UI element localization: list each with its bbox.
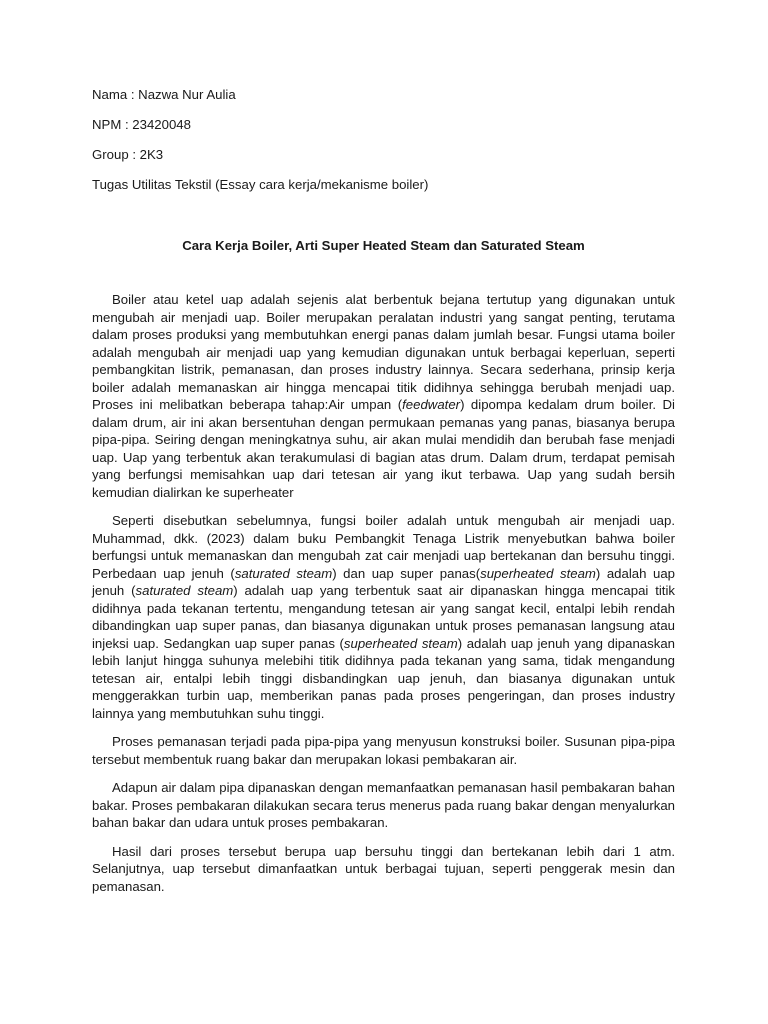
italic-term: superheated steam bbox=[343, 635, 458, 651]
italic-term: saturated steam bbox=[135, 583, 234, 598]
assignment-title: Tugas Utilitas Tekstil (Essay cara kerja/mekanisme boiler) bbox=[92, 177, 429, 192]
text-run: Seperti disebutkan sebelumnya, fungsi boiler adalah untuk mengubah air menjadi uap. Muhammad, dkk. (2023) dalam buku Pembangkit Tenaga Listrik menyebutkan bahwa boiler berfungsi untuk memanaskan dan mengubah zat cair menjadi uap bertekanan dan bersuhu tinggi. Perbedaan uap jenuh ( bbox=[92, 513, 675, 581]
paragraph-2 bbox=[92, 512, 675, 722]
document-page bbox=[92, 86, 675, 906]
text-run: ) dipompa kedalam drum boiler. Di dalam drum, air ini akan bersentuhan dengan permukaan pemanas yang panas, biasanya berupa pipa-pipa. Seiring dengan meningkatnya suhu, air akan mulai mendidih dan berubah fase menjadi uap. Uap yang terbentuk akan terakumulasi di bagian atas drum. Dalam drum, terdapat pemisah yang berfungsi memisahkan uap dari tetesan air yang ikut terbawa. Uap yang sudah bersih kemudian dialirkan ke superheater bbox=[92, 397, 675, 500]
paragraph-5: Hasil dari proses tersebut berupa uap bersuhu tinggi dan bertekanan lebih dari 1 atm. Selanjutnya, uap tersebut dimanfaatkan untuk berbagai tujuan, seperti penggerak mesin dan pemanasan. bbox=[92, 843, 675, 894]
text-run: ) adalah uap yang terbentuk saat air dipanaskan hingga mencapai titik didihnya pada tekanan tertentu, mengandung tetesan air yang sangat kecil, entalpi lebih rendah dibandingkan uap super panas, dan biasanya digunakan untuk proses pemanasan langsung atau injeksi uap. Sedangkan uap super panas ( bbox=[92, 583, 675, 651]
student-group: Group : 2K3 bbox=[92, 147, 164, 162]
italic-term: superheated steam bbox=[480, 565, 596, 581]
text-run: ) adalah uap jenuh ( bbox=[92, 565, 675, 598]
text-run: ) adalah uap jenuh yang dipanaskan lebih lanjut hingga suhunya melebihi titik didihnya pada tekanan yang sama, tidak mengandung tetesan air, entalpi lebih tinggi disbandingkan uap jenuh, dan biasanya digunakan untuk menggerakkan turbin uap, memberikan panas pada proses pengeringan, dan proses industry lainnya yang membutuhkan suhu tinggi. bbox=[92, 635, 675, 721]
document-title: Cara Kerja Boiler, Arti Super Heated Steam dan Saturated Steam bbox=[182, 238, 585, 253]
document-body bbox=[92, 291, 675, 895]
text-run: ) dan uap super panas( bbox=[332, 565, 481, 581]
text-run: Boiler atau ketel uap adalah sejenis alat berbentuk bejana tertutup yang digunakan untuk mengubah air menjadi uap. Boiler merupakan peralatan industri yang sangat penting, terutama dalam proses produksi yang membutuhkan energi panas dalam jumlah besar. Fungsi utama boiler adalah mengubah air menjadi uap yang kemudian digunakan untuk berbagai keperluan, seperti pembangkitan listrik, pemanasan, dan proses industry lainnya. Secara sederhana, prinsip kerja boiler adalah memanaskan air hingga mencapai titik didihnya sehingga berubah menjadi uap. Proses ini melibatkan beberapa tahap:Air umpan ( bbox=[92, 292, 675, 412]
italic-term: feedwater bbox=[402, 397, 461, 412]
paragraph-1 bbox=[92, 291, 675, 501]
paragraph-3: Proses pemanasan terjadi pada pipa-pipa yang menyusun konstruksi boiler. Susunan pipa-pipa tersebut membentuk ruang bakar dan merupakan lokasi pembakaran air. bbox=[92, 734, 675, 767]
italic-term: saturated steam bbox=[234, 565, 333, 581]
student-name: Nama : Nazwa Nur Aulia bbox=[92, 87, 236, 102]
student-npm: NPM : 23420048 bbox=[92, 117, 191, 132]
paragraph-4: Adapun air dalam pipa dipanaskan dengan memanfaatkan pemanasan hasil pembakaran bahan bakar. Proses pembakaran dilakukan secara terus menerus pada ruang bakar dengan menyalurkan bahan bakar dan udara untuk proses pembakaran. bbox=[92, 780, 675, 830]
